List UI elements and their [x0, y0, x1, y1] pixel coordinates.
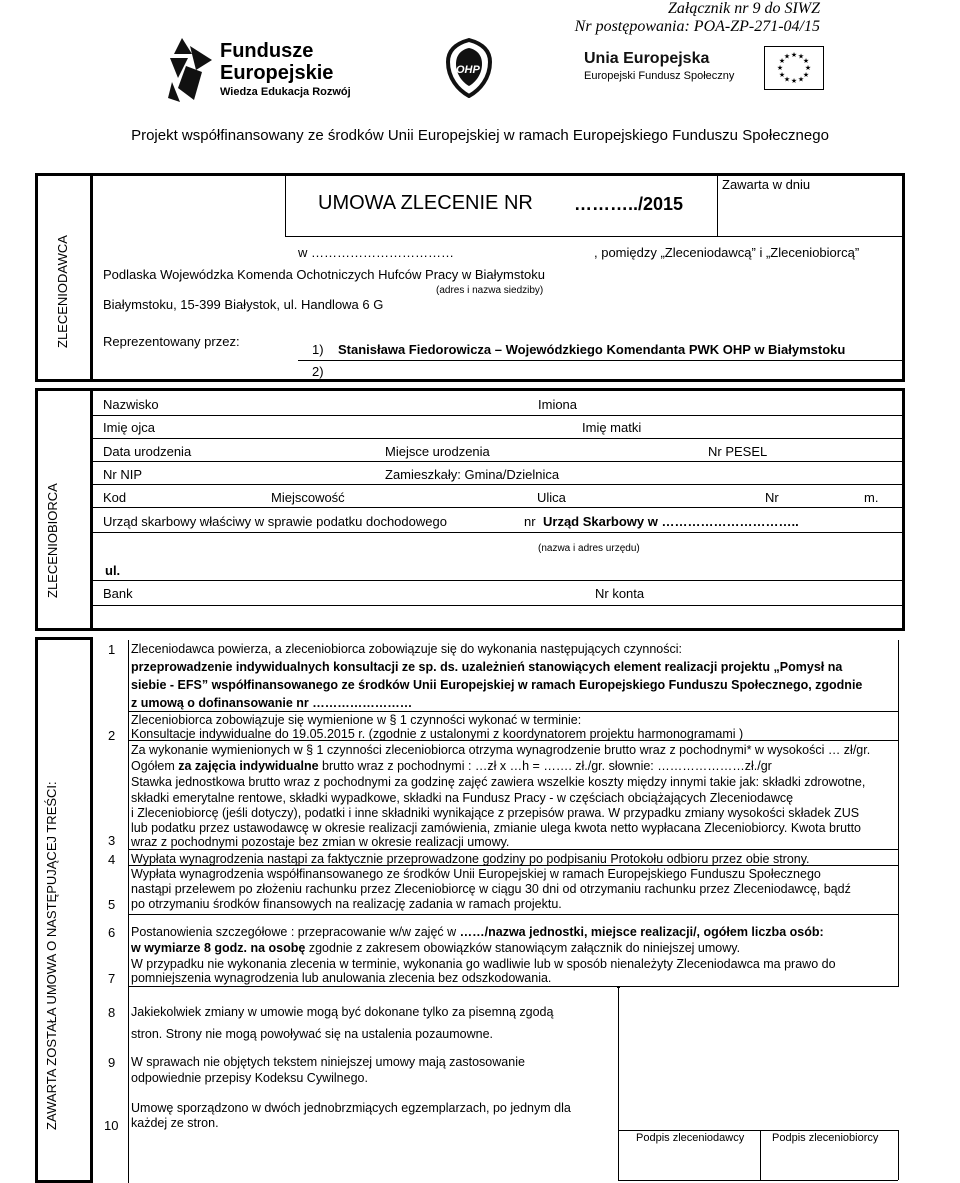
field-residence: Zamieszkały: Gmina/Dzielnica — [385, 467, 560, 482]
fe-star-icon — [168, 36, 212, 102]
field-birth-date: Data urodzenia — [103, 444, 192, 459]
contract-title: UMOWA ZLECENIE NR — [318, 192, 533, 214]
paragraph-6-unit: ……/nazwa jednostki, miejsce realizacji/, ogółem liczba osób: — [459, 925, 824, 939]
field-tax-office-street: ul. — [105, 563, 121, 578]
svg-text:★: ★ — [797, 52, 805, 61]
proceeding-line: Nr postępowania: POA-ZP-271-04/15 — [574, 18, 820, 35]
paragraph-3-line-2 — [131, 759, 898, 774]
client-org-name: Podlaska Wojewódzka Komenda Ochotniczych Hufców Pracy w Białymstoku — [103, 267, 545, 282]
field-nip: Nr NIP — [103, 467, 142, 482]
contract-number: ………../2015 — [574, 194, 684, 214]
field-surname: Nazwisko — [103, 397, 159, 412]
paragraph-10-line-1: Umowę sporządzono w dwóch jednobrzmiących egzemplarzach, po jednym dla — [131, 1101, 571, 1115]
fe-logo-line3: Wiedza Edukacja Rozwój — [220, 86, 351, 98]
svg-text:★: ★ — [783, 75, 791, 84]
paragraph-3-total-label: Ogółem — [131, 759, 179, 773]
annex-line: Załącznik nr 9 do SIWZ — [668, 0, 820, 17]
cofinancing-line: Projekt współfinansowany ze środków Unii Europejskiej w ramach Europejskiego Funduszu Społecznego — [131, 127, 829, 144]
paragraph-8-line-1: Jakiekolwiek zmiany w umowie mogą być dokonane tylko za pisemną zgodą — [131, 1005, 554, 1019]
field-apartment: m. — [864, 490, 879, 505]
paragraph-1-line-3: siebie - EFS” współfinansowanego ze środków Unii Europejskiej w ramach Europejskiego Funduszu Społecznego, zgodnie — [131, 678, 863, 692]
field-mother-name: Imię matki — [582, 420, 642, 435]
paragraph-7-line-1: W przypadku nie wykonania zlecenia w terminie, wykonania go wadliwie lub w sposób nienależyty Zleceniodawca ma prawo do — [131, 957, 836, 971]
paragraph-number-8: 8 — [108, 1005, 116, 1020]
field-house-number: Nr — [765, 490, 779, 505]
paragraph-9-line-1: W sprawach nie objętych tekstem niniejszej umowy mają zastosowanie — [131, 1055, 525, 1069]
paragraph-5-line-2: nastąpi przelewem po złożeniu rachunku przez Zleceniobiorcę w ciągu 30 dni od otrzymaniu rachunku przez Zleceniodawcę, bądź — [131, 882, 851, 896]
paragraph-number-9: 9 — [108, 1055, 116, 1070]
representative-1-number: 1) — [312, 342, 324, 357]
paragraph-5-line-1: Wypłata wynagrodzenia współfinansowanego ze środków Unii Europejskiej w ramach Europejskiego Funduszu Społecznego — [131, 867, 821, 881]
svg-text:★: ★ — [802, 57, 810, 65]
field-bank: Bank — [103, 586, 133, 601]
paragraph-6-scope: zgodnie z zakresem obowiązków stanowiącym załącznik do niniejszej umowy. — [305, 941, 741, 955]
ohp-logo-text: OHP — [456, 64, 480, 76]
concluded-on-label: Zawarta w dniu — [722, 177, 811, 192]
field-street: Ulica — [537, 490, 566, 505]
paragraph-8-line-2: stron. Strony nie mogą powoływać się na ustalenia pozaumowne. — [131, 1027, 494, 1041]
field-birth-place: Miejsce urodzenia — [385, 444, 490, 459]
field-account-number: Nr konta — [595, 586, 645, 601]
representative-2-number: 2) — [312, 364, 324, 379]
signature-contractor: Podpis zleceniobiorcy — [772, 1132, 879, 1144]
fe-logo-line2: Europejskie — [220, 62, 334, 84]
svg-text:★: ★ — [783, 52, 791, 61]
paragraph-number-1: 1 — [108, 642, 116, 657]
svg-text:★: ★ — [797, 75, 805, 84]
paragraph-3-line-1: Za wykonanie wymienionych w § 1 czynności zleceniobiorca otrzyma wynagrodzenie brutto wraz z pochodnymi* w wysokości … zł/gr. — [131, 743, 871, 757]
client-address: Białymstoku, 15-399 Białystok, ul. Handlowa 6 G — [103, 297, 384, 312]
fe-logo-line1: Fundusze — [220, 40, 314, 62]
representative-1: Stanisława Fiedorowicza – Wojewódzkiego Komendanta PWK OHP w Białymstoku — [338, 342, 846, 357]
parties-line: , pomiędzy „Zleceniodawcą” i „Zleceniobiorcą” — [594, 245, 860, 260]
field-first-names: Imiona — [538, 397, 578, 412]
paragraph-number-2: 2 — [108, 728, 116, 743]
field-tax-office-nr: nr — [524, 514, 536, 529]
paragraph-number-6: 6 — [108, 925, 116, 940]
svg-text:★: ★ — [778, 57, 786, 65]
paragraph-3-line-6: lub podatku przez ustawodawcę w okresie realizacji zamówienia, zmianie ulega kwota netto wypłacana Zleceniobiorcy. Kwota brutto — [131, 821, 862, 835]
field-postcode: Kod — [103, 490, 127, 505]
svg-text:★: ★ — [804, 64, 812, 72]
paragraph-9-line-2: odpowiednie przepisy Kodeksu Cywilnego. — [131, 1071, 368, 1085]
svg-text:★: ★ — [776, 64, 784, 72]
paragraph-3-line-5: i Zleceniobiorcę (jeśli dotyczy), podatki i inne składniki wynikające z przepisów prawa. W przypadku zmiany wysokości składek ZUS — [131, 806, 860, 820]
paragraph-7-line-2: pomniejszenia wynagrodzenia lub anulowania zlecenia bez odszkodowania. — [131, 971, 552, 985]
paragraph-number-7: 7 — [108, 971, 116, 986]
svg-text:★: ★ — [790, 51, 798, 59]
field-pesel: Nr PESEL — [708, 444, 768, 459]
paragraph-6-line-2 — [131, 941, 898, 956]
field-tax-office-value: Urząd Skarbowy w ………………………….. — [543, 514, 799, 529]
paragraph-3-line-3: Stawka jednostkowa brutto wraz z pochodnymi za godzinę zajęć zawiera wszelkie koszty między innymi takie jak: składki zdrowotne, — [131, 775, 866, 789]
field-tax-office-note: (nazwa i adres urzędu) — [538, 543, 640, 554]
paragraph-3-line-4: składki emerytalne rentowe, składki wypadkowe, składki na Fundusz Pracy - w częściach obciążających Zleceniodawcę — [131, 791, 794, 805]
represented-by-label: Reprezentowany przez: — [103, 334, 240, 349]
contract-place: w …………………………… — [298, 245, 454, 260]
eu-flag-icon — [764, 46, 824, 90]
ue-logo-line1: Unia Europejska — [584, 50, 710, 67]
ohp-logo — [444, 38, 494, 98]
paragraph-number-5: 5 — [108, 897, 116, 912]
svg-text:★: ★ — [790, 77, 798, 85]
signature-client: Podpis zleceniodawcy — [636, 1132, 745, 1144]
field-tax-office: Urząd skarbowy właściwy w sprawie podatku dochodowego — [103, 514, 447, 529]
paragraph-3-individual-classes: za zajęcia indywidualne — [178, 759, 319, 773]
paragraph-2-line-1: Zleceniobiorca zobowiązuje się wymienione w § 1 czynności wykonać w terminie: — [131, 713, 582, 727]
paragraph-2-line-2: Konsultacje indywidualne do 19.05.2015 r. (zgodnie z ustalonymi z koordynatorem projektu harmonogramami ) — [131, 727, 744, 741]
paragraph-number-4: 4 — [108, 852, 116, 867]
svg-text:★: ★ — [778, 71, 786, 79]
paragraph-6-hours: w wymiarze 8 godz. na osobę — [131, 941, 306, 955]
client-org-note: (adres i nazwa siedziby) — [436, 285, 544, 296]
side-label-client: ZLECENIODAWCA — [55, 235, 70, 348]
paragraph-number-3: 3 — [108, 833, 116, 848]
field-city: Miejscowość — [271, 490, 345, 505]
paragraph-4-line-1: Wypłata wynagrodzenia nastąpi za faktycznie przeprowadzone godziny po podpisaniu Protokołu odbioru przez obie strony. — [131, 852, 810, 866]
paragraph-1-line-2: przeprowadzenie indywidualnych konsultacji ze sp. ds. uzależnień stanowiących element realizacji projektu „Pomysł na — [131, 660, 843, 674]
fundusze-europejskie-logo — [168, 36, 368, 106]
paragraph-number-10: 10 — [104, 1118, 119, 1133]
paragraph-6-intro: Postanowienia szczegółowe : przepracowanie w/w zajęć w — [131, 925, 460, 939]
ue-logo-line2: Europejski Fundusz Społeczny — [584, 70, 735, 82]
paragraph-3-total-formula: brutto wraz z pochodnymi : …zł x …h = ……. zł./gr. słownie: …………………zł./gr — [318, 759, 772, 773]
paragraph-5-line-3: po otrzymaniu środków finansowych na realizację zadania w ramach projektu. — [131, 897, 562, 911]
paragraph-1-line-1: Zleceniodawca powierza, a zleceniobiorca zobowiązuje się do wykonania następujących czynności: — [131, 642, 683, 656]
paragraph-10-line-2: każdej ze stron. — [131, 1116, 219, 1130]
paragraph-6-line-1 — [131, 925, 898, 940]
field-father-name: Imię ojca — [103, 420, 156, 435]
svg-text:★: ★ — [802, 71, 810, 79]
side-label-contents: ZAWARTA ZOSTAŁA UMOWA O NASTĘPUJĄCEJ TREŚCI: — [44, 781, 59, 1130]
paragraph-3-line-7: wraz z pochodnymi pozostaje bez zmian w okresie realizacji umowy. — [131, 835, 510, 849]
side-label-contractor: ZLECENIOBIORCA — [45, 483, 60, 598]
paragraph-1-line-4: z umową o dofinansowanie nr …………………… — [131, 696, 413, 710]
